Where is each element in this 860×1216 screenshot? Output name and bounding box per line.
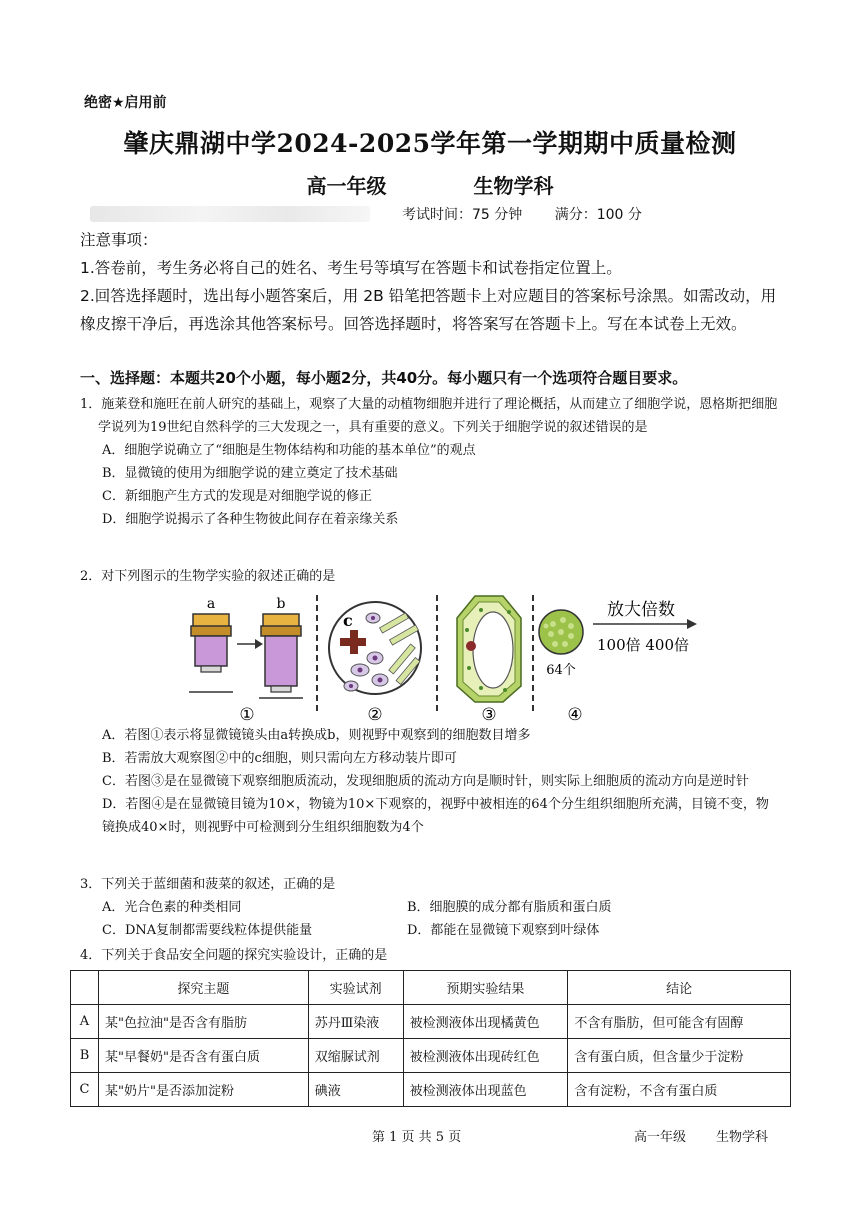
table-cell: 双缩脲试剂 xyxy=(308,1039,403,1073)
table-cell: A xyxy=(71,1005,99,1039)
table-cell: 某"色拉油"是否含有脂肪 xyxy=(98,1005,308,1039)
full-score: 满分：100 分 xyxy=(554,207,642,223)
question-1-stem: 1．施莱登和施旺在前人研究的基础上，观察了大量的动植物细胞并进行了理论概括，从而建立了细胞学说，恩格斯把细胞学说列为19世纪自然科学的三大发现之一，具有重要的意义。下列关于细胞学说的叙述错误的是 xyxy=(80,397,778,435)
subject-label: 生物学科 xyxy=(473,174,554,198)
table-cell: 含有淀粉，不含有蛋白质 xyxy=(568,1073,791,1107)
table-header-row xyxy=(71,971,791,1005)
question-2-stem-block xyxy=(80,565,780,588)
label-c: c xyxy=(343,611,353,630)
confidential-mark: 绝密★启用前 xyxy=(84,95,167,111)
question-2-option-d: D．若图④是在显微镜目镜为10×，物镜为10×下观察的，视野中被相连的64个分生组织细胞所充满，目镜不变，物镜换成40×时，则视野中可检测到分生组织细胞数为4个 xyxy=(102,797,769,835)
notice-item-2: 2.回答选择题时，选出每小题答案后，用 2B 铅笔把答题卡上对应题目的答案标号涂黑。如需改动，用橡皮擦干净后，再选涂其他答案标号。回答选择题时，将答案写在答题卡上。写在本试卷上无效。 xyxy=(80,287,777,333)
panel-2-cells xyxy=(329,602,421,725)
table-cell: 被检测液体出现橘黄色 xyxy=(403,1005,568,1039)
question-1-option-b: B．显微镜的使用为细胞学说的建立奠定了技术基础 xyxy=(102,466,398,481)
question-3-option-a: A．光合色素的种类相同 xyxy=(102,900,242,915)
question-4-stem: 4．下列关于食品安全问题的探究实验设计，正确的是 xyxy=(80,948,388,963)
panel-2-number: ② xyxy=(367,705,383,725)
question-2-options xyxy=(80,724,780,839)
question-2-option-b: B．若需放大观察图②中的c细胞，则只需向左方移动装片即可 xyxy=(102,751,457,766)
table-cell: B xyxy=(71,1039,99,1073)
exam-title: 肇庆鼎湖中学2024-2025学年第一学期期中质量检测 xyxy=(123,129,737,158)
question-3-option-c: C．DNA复制都需要线粒体提供能量 xyxy=(102,923,313,938)
question-1-option-a: A．细胞学说确立了“细胞是生物体结构和功能的基本单位”的观点 xyxy=(102,443,476,458)
question-1 xyxy=(80,393,780,531)
table-row xyxy=(71,1039,791,1073)
watermark-strip xyxy=(90,206,370,222)
label-b: b xyxy=(276,596,286,612)
footer-grade: 高一年级 xyxy=(634,1130,687,1145)
question-2-option-c: C．若图③是在显微镜下观察细胞质流动，发现细胞质的流动方向是顺时针，则实际上细胞质的流动方向是逆时针 xyxy=(102,774,749,789)
table-header: 探究主题 xyxy=(98,971,308,1005)
question-3-option-d: D．都能在显微镜下观察到叶绿体 xyxy=(407,923,600,938)
magnification-values: 100倍 400倍 xyxy=(596,636,690,654)
table-cell: 某"早餐奶"是否含有蛋白质 xyxy=(98,1039,308,1073)
question-3-option-b: B．细胞膜的成分都有脂质和蛋白质 xyxy=(407,900,612,915)
table-cell: 苏丹Ⅲ染液 xyxy=(308,1005,403,1039)
question-3 xyxy=(80,873,780,942)
panel-3-plant-cell xyxy=(457,596,521,725)
panel-1-objectives xyxy=(189,596,303,725)
table-row xyxy=(71,1005,791,1039)
table-cell: 不含有脂肪，但可能含有固醇 xyxy=(568,1005,791,1039)
panel-4-number: ④ xyxy=(567,705,583,725)
table-cell: 碘液 xyxy=(308,1073,403,1107)
section-heading: 一、选择题：本题共20个小题，每小题2分，共40分。每小题只有一个选项符合题目要求。 xyxy=(80,369,688,387)
table-row xyxy=(71,1073,791,1107)
table-header xyxy=(71,971,99,1005)
page-number: 第 1 页 共 5 页 xyxy=(372,1130,462,1145)
table-cell: 含有蛋白质，但含量少于淀粉 xyxy=(568,1039,791,1073)
grade-label: 高一年级 xyxy=(306,174,387,198)
microscope-figure xyxy=(175,590,705,725)
magnification-title: 放大倍数 xyxy=(607,600,675,620)
table-cell: 被检测液体出现蓝色 xyxy=(403,1073,568,1107)
table-header: 结论 xyxy=(568,971,791,1005)
cell-count-label: 64个 xyxy=(546,663,576,678)
table-cell: 某"奶片"是否添加淀粉 xyxy=(98,1073,308,1107)
footer-subject: 生物学科 xyxy=(716,1130,769,1145)
question-2-option-a: A．若图①表示将显微镜镜头由a转换成b，则视野中观察到的细胞数目增多 xyxy=(102,728,531,743)
exam-subtitle xyxy=(0,170,860,199)
panel-1-number: ① xyxy=(239,705,255,725)
question-4 xyxy=(80,944,780,967)
table-header: 实验试剂 xyxy=(308,971,403,1005)
question-1-option-c: C．新细胞产生方式的发现是对细胞学说的修正 xyxy=(102,489,372,504)
notice-heading: 注意事项： xyxy=(80,231,158,249)
table-cell: C xyxy=(71,1073,99,1107)
question-2-stem: 2．对下列图示的生物学实验的叙述正确的是 xyxy=(80,569,336,584)
question-3-stem: 3．下列关于蓝细菌和菠菜的叙述，正确的是 xyxy=(80,877,336,892)
notice-block xyxy=(80,226,780,338)
exam-time: 考试时间：75 分钟 xyxy=(402,207,523,223)
panel-3-number: ③ xyxy=(481,705,497,725)
question-1-option-d: D．细胞学说揭示了各种生物彼此间存在着亲缘关系 xyxy=(102,512,399,527)
panel-4-cell-field xyxy=(539,600,697,725)
label-a: a xyxy=(206,596,216,612)
question-4-table xyxy=(70,970,791,1107)
notice-item-1: 1.答卷前，考生务必将自己的姓名、考生号等填写在答题卡和试卷指定位置上。 xyxy=(80,259,622,277)
table-cell: 被检测液体出现砖红色 xyxy=(403,1039,568,1073)
table-header: 预期实验结果 xyxy=(403,971,568,1005)
exam-info xyxy=(402,204,670,224)
